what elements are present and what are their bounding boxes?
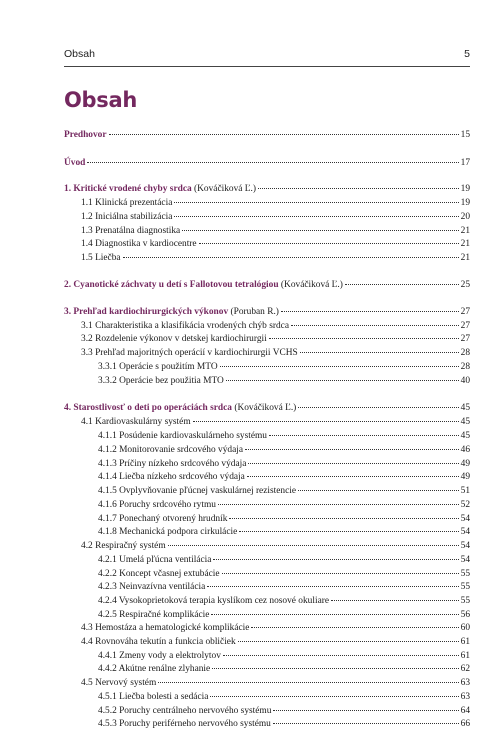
toc-page-number: 21 <box>460 253 470 263</box>
toc-section-entry[interactable] <box>81 416 470 428</box>
toc-chapter-entry[interactable] <box>64 183 470 195</box>
toc-page-number: 28 <box>460 362 470 372</box>
toc-entry-title <box>98 430 267 442</box>
toc-page-number: 54 <box>460 514 470 524</box>
toc-entry-author: (Kováčiková Ľ.) <box>191 184 256 194</box>
toc-page-number: 60 <box>460 623 470 633</box>
toc-page-number: 20 <box>460 212 470 222</box>
toc-entry-title <box>64 183 256 195</box>
toc-subsection-entry[interactable] <box>98 375 470 387</box>
toc-entry-title-text: 2. Cyanotické záchvaty u detí s Fallotovou tetralógiou <box>64 280 279 290</box>
dot-leader <box>269 435 459 436</box>
toc-entry-title-text: 4.4 Rovnováha tekutín a funkcia obličiek <box>81 637 236 647</box>
toc-entry-title <box>98 361 218 373</box>
toc-entry-title-text: 1.4 Diagnostika v kardiocentre <box>81 239 197 249</box>
toc-page-number: 27 <box>460 334 470 344</box>
toc-subsection-entry[interactable] <box>98 650 470 662</box>
toc-entry-title-text: 3.2 Rozdelenie výkonov v detskej kardiochirurgii <box>81 334 267 344</box>
toc-subsection-entry[interactable] <box>98 595 470 607</box>
toc-entry-title <box>98 718 271 730</box>
toc-entry-title-text: 4.2.4 Vysokoprietoková terapia kyslíkom cez nosové okuliare <box>98 596 330 606</box>
dot-leader <box>220 366 459 367</box>
dot-leader <box>245 449 459 450</box>
toc-entry-title-text: 4.4.1 Zmeny vody a elektrolytov <box>98 651 221 661</box>
toc-page-number: 49 <box>460 472 470 482</box>
toc-entry-author: (Poruban R.) <box>228 307 279 317</box>
toc-page-number: 45 <box>460 403 470 413</box>
toc-subsection-entry[interactable] <box>98 609 470 621</box>
toc-entry-title-text: 1.1 Klinická prezentácia <box>81 198 173 208</box>
toc-entry-title <box>98 513 227 525</box>
toc-entry-title <box>98 471 245 483</box>
toc-entry-title-text: 4.1.4 Liečba nízkeho srdcového výdaja <box>98 472 245 482</box>
toc-page-number: 27 <box>460 307 470 317</box>
toc-page-number: 63 <box>460 692 470 702</box>
dot-leader <box>238 641 459 642</box>
dot-leader <box>207 586 458 587</box>
dot-leader <box>345 284 459 285</box>
toc-entry-title <box>81 238 197 250</box>
toc-section-entry[interactable] <box>81 211 470 223</box>
dot-leader <box>123 257 459 258</box>
dot-leader <box>251 627 458 628</box>
toc-section-entry[interactable] <box>81 197 470 209</box>
dot-leader <box>331 600 459 601</box>
toc-entry-title <box>81 211 172 223</box>
dot-leader <box>247 476 459 477</box>
dot-leader <box>199 243 459 244</box>
toc-entry-title <box>81 677 156 689</box>
dot-leader <box>210 696 458 697</box>
toc-entry-title <box>98 581 205 593</box>
dot-leader <box>291 325 459 326</box>
dot-leader <box>158 682 458 683</box>
toc-page-number: 61 <box>460 651 470 661</box>
page-number: 5 <box>464 48 470 60</box>
toc-section-entry[interactable] <box>81 225 470 237</box>
toc-entry-title-text: 1. Kritické vrodené chyby srdca <box>64 184 192 194</box>
toc-entry-title <box>98 663 210 675</box>
toc-entry-title <box>64 157 85 169</box>
toc-entry-title <box>81 347 298 359</box>
toc-entry-title <box>64 402 296 414</box>
toc-page-number: 40 <box>460 376 470 386</box>
toc-entry-title-text: 1.5 Liečba <box>81 253 121 263</box>
toc-entry-title <box>81 540 166 552</box>
toc-entry-title-text: 4.4.2 Akútne renálne zlyhanie <box>98 664 211 674</box>
toc-page-number: 21 <box>460 226 470 236</box>
toc-page-number: 62 <box>460 664 470 674</box>
dot-leader <box>229 518 458 519</box>
dot-leader <box>222 573 459 574</box>
toc-entry-title <box>98 609 209 621</box>
toc-page-number: 15 <box>460 130 470 140</box>
toc-entry-title <box>81 636 236 648</box>
toc-entry-title-text: 1.2 Iniciálna stabilizácia <box>81 212 173 222</box>
toc-entry-title-text: Úvod <box>64 158 86 168</box>
toc-page-number: 19 <box>460 198 470 208</box>
toc-subsection-entry[interactable] <box>98 691 470 703</box>
dot-leader <box>218 504 459 505</box>
toc-entry-title-text: 4.1.7 Ponechaný otvorený hrudník <box>98 514 228 524</box>
toc-subsection-entry[interactable] <box>98 705 470 717</box>
toc-entry-title <box>81 333 267 345</box>
dot-leader <box>168 545 459 546</box>
dot-leader <box>182 230 458 231</box>
toc-entry-title-text: 4.2.3 Neinvazívna ventilácia <box>98 582 206 592</box>
toc-page-number: 45 <box>460 417 470 427</box>
toc-entry-title-text: 3.3.2 Operácie bez použitia MTO <box>98 376 224 386</box>
toc-page-number: 49 <box>460 459 470 469</box>
toc-subsection-entry[interactable] <box>98 485 470 497</box>
toc-entry-title <box>81 197 172 209</box>
dot-leader <box>87 162 458 163</box>
toc-entry-title-text: 4.1.8 Mechanická podpora cirkulácie <box>98 527 238 537</box>
toc-page-number: 55 <box>460 596 470 606</box>
toc-subsection-entry[interactable] <box>98 581 470 593</box>
toc-section-entry[interactable] <box>81 333 470 345</box>
toc-entry-title-text: 4.5.2 Poruchy centrálneho nervového systému <box>98 706 272 716</box>
toc-page-number: 61 <box>460 637 470 647</box>
toc-page-number: 66 <box>460 719 470 729</box>
dot-leader <box>298 490 459 491</box>
toc-entry-title <box>81 320 289 332</box>
toc-page-number: 54 <box>460 527 470 537</box>
toc-page-number: 54 <box>460 555 470 565</box>
dot-leader <box>226 380 459 381</box>
dot-leader <box>239 531 458 532</box>
toc-entry-title-text: 4.1.6 Poruchy srdcového rytmu <box>98 500 216 510</box>
toc-entry-title <box>98 458 246 470</box>
toc-page-number: 19 <box>460 184 470 194</box>
toc-subsection-entry[interactable] <box>98 568 470 580</box>
toc-entry-title-text: 4. Starostlivosť o deti po operáciách srdca <box>64 403 232 413</box>
dot-leader <box>193 421 459 422</box>
toc-entry-title-text: 4.1.2 Monitorovanie srdcového výdaja <box>98 445 244 455</box>
running-header-title: Obsah <box>64 48 95 60</box>
toc-entry-title-text: 3.3 Prehľad majoritných operácií v kardiochirurgii VCHS <box>81 348 298 358</box>
toc-page-number: 64 <box>460 706 470 716</box>
toc-entry-title-text: 4.2.5 Respiračné komplikácie <box>98 610 210 620</box>
toc-chapter-entry[interactable] <box>64 306 470 318</box>
toc-entry-title-text: 4.5.1 Liečba bolesti a sedácia <box>98 692 209 702</box>
toc-entry-title <box>98 568 220 580</box>
toc-entry-title <box>64 306 279 318</box>
toc-page-number: 21 <box>460 239 470 249</box>
toc-page-number: 25 <box>460 280 470 290</box>
toc-chapter-entry[interactable] <box>64 157 470 169</box>
toc-subsection-entry[interactable] <box>98 444 470 456</box>
toc-page-number: 55 <box>460 569 470 579</box>
toc-chapter-entry[interactable] <box>64 279 470 291</box>
dot-leader <box>211 614 458 615</box>
toc-subsection-entry[interactable] <box>98 430 470 442</box>
toc-entry-title <box>81 225 180 237</box>
toc-chapter-entry[interactable] <box>64 129 470 141</box>
toc-entry-title <box>98 650 221 662</box>
toc-entry-title <box>98 595 329 607</box>
toc-subsection-entry[interactable] <box>98 513 470 525</box>
dot-leader <box>300 352 459 353</box>
toc-entry-title <box>98 444 243 456</box>
toc-entry-title-text: 1.3 Prenatálna diagnostika <box>81 226 181 236</box>
toc-entry-title-text: 4.1 Kardiovaskulárny systém <box>81 417 191 427</box>
toc-entry-author: (Kováčiková Ľ.) <box>278 280 343 290</box>
toc-entry-title-text: 4.2 Respiračný systém <box>81 541 166 551</box>
dot-leader <box>258 188 459 189</box>
dot-leader <box>212 668 458 669</box>
toc-entry-title-text: 4.5 Nervový systém <box>81 678 157 688</box>
toc-page-number: 27 <box>460 321 470 331</box>
toc-section-entry[interactable] <box>81 252 470 264</box>
toc-entry-title-text: 4.1.5 Ovplyvňovanie pľúcnej vaskulárnej rezistencie <box>98 486 297 496</box>
toc-subsection-entry[interactable] <box>98 458 470 470</box>
toc-section-entry[interactable] <box>81 238 470 250</box>
toc-entry-title <box>98 485 296 497</box>
toc-subsection-entry[interactable] <box>98 663 470 675</box>
toc-entry-title <box>64 279 343 291</box>
toc-entry-title-text: 4.2.1 Umelá pľúcna ventilácia <box>98 555 212 565</box>
toc-section-entry[interactable] <box>81 636 470 648</box>
dot-leader <box>223 655 459 656</box>
toc-entry-title-text: 4.3 Hemostáza a hematologické komplikácie <box>81 623 250 633</box>
toc-section-entry[interactable] <box>81 347 470 359</box>
dot-leader <box>213 559 458 560</box>
toc-entry-title-text: 4.1.3 Príčiny nízkeho srdcového výdaja <box>98 459 247 469</box>
toc-section-entry[interactable] <box>81 622 470 634</box>
toc-page-number: 28 <box>460 348 470 358</box>
dot-leader <box>174 216 458 217</box>
toc-page-number: 54 <box>460 541 470 551</box>
toc-page-number: 17 <box>460 158 470 168</box>
toc-section-entry[interactable] <box>81 320 470 332</box>
toc-entry-title-text: 3.3.1 Operácie s použitím MTO <box>98 362 218 372</box>
toc-subsection-entry[interactable] <box>98 499 470 511</box>
toc-entry-title-text: 3. Prehľad kardiochirurgických výkonov <box>64 307 229 317</box>
dot-leader <box>269 338 459 339</box>
toc-entry-title-text: 4.5.3 Poruchy periférneho nervového systému <box>98 719 271 729</box>
toc-entry-title-text: 4.2.2 Koncept včasnej extubácie <box>98 569 220 579</box>
dot-leader <box>109 134 459 135</box>
toc-entry-title <box>81 252 121 264</box>
toc-subsection-entry[interactable] <box>98 471 470 483</box>
dot-leader <box>298 407 458 408</box>
toc-page-number: 56 <box>460 610 470 620</box>
toc-entry-title <box>98 499 216 511</box>
toc-entry-title <box>81 622 249 634</box>
dot-leader <box>174 202 458 203</box>
toc-entry-title <box>98 705 271 717</box>
toc-page-number: 55 <box>460 582 470 592</box>
toc-page-number: 51 <box>460 486 470 496</box>
toc-entry-title <box>81 416 191 428</box>
toc-entry-title <box>98 526 237 538</box>
toc-subsection-entry[interactable] <box>98 554 470 566</box>
toc-page-number: 46 <box>460 445 470 455</box>
toc-chapter-entry[interactable] <box>64 402 470 414</box>
dot-leader <box>273 723 459 724</box>
toc-entry-title <box>98 375 224 387</box>
header-rule <box>64 66 470 67</box>
dot-leader <box>281 311 459 312</box>
toc-page-number: 52 <box>460 500 470 510</box>
dot-leader <box>273 710 458 711</box>
toc-entry-title-text: 3.1 Charakteristika a klasifikácia vrodených chýb srdca <box>81 321 289 331</box>
toc-entry-title <box>98 554 211 566</box>
toc-entry-title-text: Predhovor <box>64 130 107 140</box>
toc-subsection-entry[interactable] <box>98 361 470 373</box>
dot-leader <box>248 463 458 464</box>
toc-subsection-entry[interactable] <box>98 526 470 538</box>
toc-entry-author: (Kováčiková Ľ.) <box>232 403 297 413</box>
running-header <box>64 48 470 60</box>
toc-page-number: 63 <box>460 678 470 688</box>
toc-entry-title <box>98 691 208 703</box>
page-title: Obsah <box>64 88 138 112</box>
toc-subsection-entry[interactable] <box>98 718 470 730</box>
toc-section-entry[interactable] <box>81 677 470 689</box>
toc-entry-title-text: 4.1.1 Posúdenie kardiovaskulárneho systému <box>98 431 267 441</box>
toc-entry-title <box>64 129 107 141</box>
toc-page-number: 45 <box>460 431 470 441</box>
toc-section-entry[interactable] <box>81 540 470 552</box>
